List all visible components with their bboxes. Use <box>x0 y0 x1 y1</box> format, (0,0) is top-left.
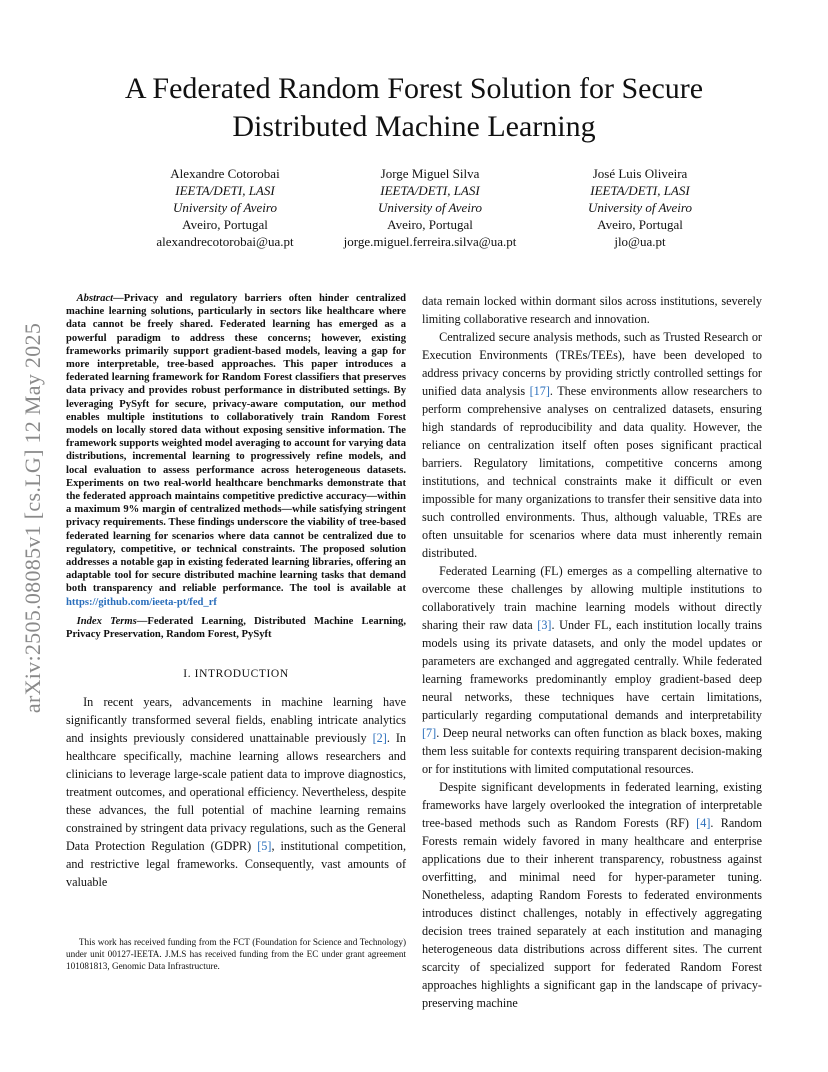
right-column <box>422 292 762 1012</box>
author-location: Aveiro, Portugal <box>182 217 268 232</box>
text-span: Despite significant developments in federated learning, existing frameworks have largely overlooked the integration of interpretable tree-based methods such as Random Forests (RF) <box>422 780 762 830</box>
abstract-label: Abstract <box>76 293 114 304</box>
author-university: University of Aveiro <box>173 200 277 215</box>
citation-link[interactable]: [5] <box>257 839 272 854</box>
author-block <box>115 165 335 250</box>
citation-link[interactable]: [4] <box>696 816 711 830</box>
author-email: jlo@ua.pt <box>614 234 666 249</box>
author-block <box>530 165 750 250</box>
author-university: University of Aveiro <box>378 200 482 215</box>
text-span: , institutional competition, and restrictive legal frameworks. Consequently, vast amounts of valuable <box>66 839 406 890</box>
author-email: jorge.miguel.ferreira.silva@ua.pt <box>343 234 517 249</box>
index-terms <box>66 615 406 641</box>
continued-paragraph: data remain locked within dormant silos across institutions, severely limiting collaborative research and innovation. <box>422 294 762 326</box>
author-name: Jorge Miguel Silva <box>380 166 480 181</box>
arxiv-identifier-text: arXiv:2505.08085v1 [cs.LG] 12 May 2025 <box>20 322 45 714</box>
abstract <box>66 292 406 609</box>
paper-title: A Federated Random Forest Solution for Secure Distributed Machine Learning <box>124 72 704 143</box>
text-span: Centralized secure analysis methods, such as Trusted Research or Execution Environments (TREs/TEEs), have been developed to address privacy concerns by providing strictly controlled settings for unified data analysis <box>422 330 762 398</box>
text-span: Federated Learning (FL) emerges as a compelling alternative to overcome these challenges by allowing multiple institutions to collaboratively train machine learning models without directly sharing their raw data <box>422 564 762 632</box>
funding-footnote: This work has received funding from the FCT (Foundation for Science and Technology) under unit 00127-IEETA. J.M.S has received funding from the EC under grant agreement 101081813, Genomic Data Infrastructure. <box>66 937 406 972</box>
author-name: Alexandre Cotorobai <box>170 166 280 181</box>
author-block <box>320 165 540 250</box>
author-name: José Luis Oliveira <box>592 166 688 181</box>
left-column <box>66 292 406 891</box>
text-span: In recent years, advancements in machine learning have significantly transformed several fields, enabling intricate analytics and insights previously considered unattainable previously <box>66 695 406 746</box>
text-span: . These environments allow researchers to perform comprehensive analyses on centralized datasets, ensuring high standards of reproducibility and data quality. However, the reliance on centralization itself often poses significant practical barriers. Regulatory limitations, competitive concerns among institutions, and technical constraints make it difficult or even impossible for many organizations to transfer their sensitive data into such controlled environments. Thus, although valuable, TREs are often unsuitable for scenarios where data must inherently remain distributed. <box>422 384 762 560</box>
author-department: IEETA/DETI, LASI <box>175 183 275 198</box>
author-email: alexandrecotorobai@ua.pt <box>156 234 294 249</box>
text-span: . In healthcare specifically, machine learning allows researchers and clinicians to leverage large-scale patient data to improve diagnostics, treatment outcomes, and operational efficiency. Nevertheless, despite these advances, the full potential of machine learning remains constrained by stringent data privacy regulations, such as the General Data Protection Regulation (GDPR) <box>66 731 406 854</box>
citation-link[interactable]: [2] <box>372 731 387 746</box>
text-span: . Under FL, each institution locally trains models using its private datasets, and only the model updates or parameters are exchanged and aggregated centrally. While federated learning frameworks predominantly employ gradient-based deep neural networks, these techniques have certain limitations, particularly regarding computational demands and interpretability <box>422 618 763 722</box>
intro-paragraph <box>66 693 406 891</box>
arxiv-identifier <box>22 278 44 758</box>
body-paragraph <box>422 562 762 778</box>
author-location: Aveiro, Portugal <box>597 217 683 232</box>
index-terms-text: —Federated Learning, Distributed Machine Learning, Privacy Preservation, Random Forest, PySyft <box>66 615 406 641</box>
abstract-text: —Privacy and regulatory barriers often hinder centralized machine learning solutions, particularly in sectors like healthcare where data cannot be freely shared. Federated learning has emerged as a powerful paradigm to address these concerns; however, existing frameworks primarily support gradient-based models, leaving a gap for more interpretable, tree-based approaches. This paper introduces a federated learning framework for Random Forest classifiers that preserves data privacy and provides robust performance in distributed settings. By leveraging PySyft for secure, privacy-aware computation, our method enables multiple institutions to collaboratively train Random Forest models on locally stored data without exposing sensitive information. The framework supports weighted model averaging to account for varying data distributions, incremental learning to progressively refine models, and local evaluation to assess performance across heterogeneous datasets. Experiments on two real-world healthcare benchmarks demonstrate that the federated approach maintains competitive predictive accuracy—within a maximum 9% margin of centralized methods—while satisfying stringent privacy requirements. These findings underscore the viability of tree-based federated learning for scenarios where data cannot be centralized due to regulatory, competitive, or technical constraints. The proposed solution addresses a notable gap in existing federated learning libraries, offering an adaptable tool for secure distributed machine learning tasks that demand both transparency and reliable performance. The tool is available at <box>66 293 406 595</box>
author-location: Aveiro, Portugal <box>387 217 473 232</box>
repository-link[interactable]: https://github.com/ieeta-pt/fed_rf <box>66 596 217 608</box>
author-department: IEETA/DETI, LASI <box>380 183 480 198</box>
index-terms-label: Index Terms <box>76 615 137 627</box>
body-paragraph <box>422 328 762 562</box>
author-university: University of Aveiro <box>588 200 692 215</box>
citation-link[interactable]: [17] <box>529 384 550 398</box>
text-span: . Random Forests remain widely favored in many healthcare and enterprise applications due to their inherent transparency, robustness against overfitting, and minimal need for hyper-parameter tuning. Nonetheless, adapting Random Forests to federated environments introduces distinct challenges, notably in effectively aggregating decision trees trained separately at each institution and managing heterogeneous data distributions across different sites. The current scarcity of specialized support for federated Random Forest approaches highlights a significant gap in the landscape of privacy-preserving machine <box>422 816 762 1010</box>
author-department: IEETA/DETI, LASI <box>590 183 690 198</box>
citation-link[interactable]: [7] <box>422 726 437 740</box>
citation-link[interactable]: [3] <box>537 618 552 632</box>
section-heading-introduction: I. INTRODUCTION <box>183 668 289 681</box>
body-paragraph <box>422 778 762 1012</box>
text-span: . Deep neural networks can often function as black boxes, making them less suitable for contexts requiring transparent decision-making or for institutions with limited computational resources. <box>422 726 762 776</box>
